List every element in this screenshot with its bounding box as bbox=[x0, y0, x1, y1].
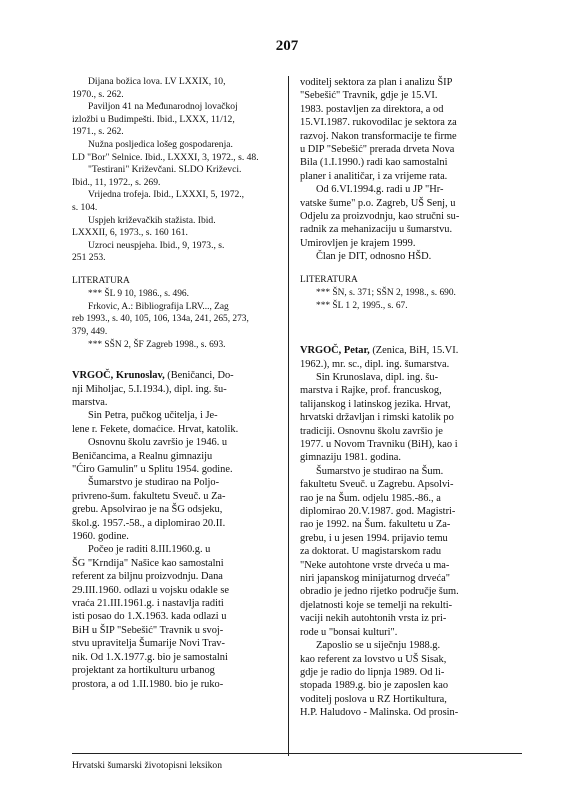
text-line: "Testirani" Križevčani. SLDO Križevci. bbox=[88, 164, 242, 176]
text-line: Uspjeh križevačkih stažista. Ibid. bbox=[88, 214, 216, 226]
text-line: u DIP "Sebešić" prerada drveta Nova bbox=[300, 144, 455, 156]
text-line: 1977. u Novom Travniku (BiH), kao i bbox=[300, 439, 458, 451]
text-line: 379, 449. bbox=[72, 326, 108, 337]
text-line: grebu, i u jesen 1994. prijavio temu bbox=[300, 532, 448, 544]
column-divider bbox=[288, 76, 289, 756]
text-line: Umirovljen je krajem 1999. bbox=[300, 237, 416, 249]
text-line: stvu upravitelja Šumarije Novi Trav- bbox=[72, 638, 225, 650]
text-line: vaciji nekih autohtonih vrsta iz pri- bbox=[300, 613, 447, 625]
text-line: 1970., s. 262. bbox=[72, 88, 124, 100]
text-line: s. 104. bbox=[72, 201, 98, 213]
text-line: *** ŠL 9 10, 1986., s. 496. bbox=[88, 289, 189, 300]
text-line: Odjelu za proizvodnju, kao stručni su- bbox=[300, 211, 460, 223]
text-line: Od 6.VI.1994.g. radi u JP "Hr- bbox=[316, 184, 444, 196]
text-line: rao je 1992. na Šum. fakultetu u Za- bbox=[300, 519, 451, 531]
text-line: Zaposlio se u siječnju 1988.g. bbox=[316, 640, 441, 652]
biography-continuation bbox=[300, 76, 522, 264]
text-line: Frkovic, A.: Bibliografija LRV..., Zag bbox=[88, 301, 229, 312]
text-line: VRGOČ, Petar, (Zenica, BiH, 15.VI. bbox=[300, 345, 459, 357]
text-line: rao je na Šum. odjelu 1985.-86., a bbox=[300, 492, 441, 504]
text-line: radnik za mehanizaciju u šumarstvu. bbox=[300, 224, 453, 236]
text-line: prostora, a od 1.II.1980. bio je ruko- bbox=[72, 678, 224, 690]
text-line: stopada 1989.g. bio je zaposlen kao bbox=[300, 680, 449, 692]
text-line: Ibid., 11, 1972., s. 269. bbox=[72, 176, 161, 188]
text-line: Paviljon 41 na Međunarodnoj lovačkoj bbox=[88, 101, 238, 113]
text-line: diplomirao 20.V.1987. god. Magistri- bbox=[300, 506, 456, 518]
works-list bbox=[72, 76, 294, 265]
text-line: 1971., s. 262. bbox=[72, 126, 124, 138]
literature-heading: LITERATURA bbox=[300, 274, 358, 285]
text-line: *** ŠL 1 2, 1995., s. 67. bbox=[316, 300, 408, 311]
text-line: 1962.), mr. sc., dipl. ing. šumarstva. bbox=[300, 358, 450, 370]
text-line: Član je DIT, odnosno HŠD. bbox=[316, 251, 432, 263]
text-line: voditelj poslova u RZ Hortikultura, bbox=[300, 693, 447, 705]
text-line: BiH u ŠIP "Sebešić" Travnik u svoj- bbox=[72, 624, 224, 636]
literature-heading: LITERATURA bbox=[72, 275, 130, 286]
text-line: tradiciji. Osnovnu školu završio je bbox=[300, 425, 443, 437]
text-line: Sin Krunoslava, dipl. ing. šu- bbox=[316, 371, 439, 383]
text-line: *** ŠN, s. 371; SŠN 2, 1998., s. 690. bbox=[316, 287, 456, 298]
text-line: rode u "bonsai kulturi". bbox=[300, 626, 398, 638]
text-line: isti posao do 1.X.1963. kada odlazi u bbox=[72, 611, 227, 623]
text-line: razvoj. Nakon transformacije te firme bbox=[300, 130, 457, 142]
text-line: niri japanskog minijaturnog drveća" bbox=[300, 573, 450, 585]
text-line: Uzroci neuspjeha. Ibid., 9, 1973., s. bbox=[88, 239, 225, 251]
entry-headword: VRGOČ, Krunoslav, bbox=[72, 370, 165, 382]
text-line: H.P. Haludovo - Malinska. Od prosin- bbox=[300, 707, 459, 719]
text-line: vraća 21.III.1961.g. i nastavlja raditi bbox=[72, 598, 224, 610]
text-line: nji Miholjac, 5.I.1934.), dipl. ing. šu- bbox=[72, 383, 227, 395]
text-line: Bila (1.I.1990.) radi kao samostalni bbox=[300, 157, 448, 169]
literature-list bbox=[300, 287, 522, 312]
text-line: hrvatski državljan i rimski katolik po bbox=[300, 412, 454, 424]
text-line: Vrijedna trofeja. Ibid., LXXXI, 5, 1972., bbox=[88, 189, 245, 201]
text-line: marstva. bbox=[72, 396, 108, 408]
text-line: Počeo je raditi 8.III.1960.g. u bbox=[88, 544, 211, 556]
text-line: lene r. Fekete, domaćice. Hrvat, katolik. bbox=[72, 423, 239, 435]
text-line: LD "Bor" Selnice. Ibid., LXXXI, 3, 1972., s. 48. bbox=[72, 151, 259, 163]
page-number: 207 bbox=[275, 38, 299, 54]
text-line: referent za biljnu proizvodnju. Dana bbox=[72, 571, 223, 583]
text-line: vatske šume" p.o. Zagreb, UŠ Senj, u bbox=[300, 197, 456, 209]
text-line: Sin Petra, pučkog učitelja, i Je- bbox=[88, 410, 218, 422]
entry-headword: VRGOČ, Petar, bbox=[300, 345, 370, 357]
text-line: Nužna posljedica lošeg gospodarenja. bbox=[88, 138, 233, 150]
footer-title: Hrvatski šumarski životopisni leksikon bbox=[72, 760, 223, 771]
text-line: gimnaziju 1981. godina. bbox=[300, 452, 402, 464]
text-line: 251 253. bbox=[72, 252, 106, 264]
text-line: "Ćiro Gamulin" u Splitu 1954. godine. bbox=[72, 464, 233, 476]
text-line: reb 1993., s. 40, 105, 106, 134a, 241, 265, 273, bbox=[72, 314, 249, 325]
text-line: VRGOČ, Krunoslav, (Beničanci, Do- bbox=[72, 370, 234, 382]
text-line: ŠG "Krndija" Našice kao samostalni bbox=[72, 557, 224, 569]
text-line: privreno-šum. fakultetu Sveuč. u Za- bbox=[72, 490, 226, 502]
text-line: škol.g. 1957.-58., a diplomirao 20.II. bbox=[72, 517, 226, 529]
left-column bbox=[72, 76, 294, 691]
footer-rule bbox=[72, 753, 522, 754]
text-line: nik. Od 1.X.1977.g. bio je samostalni bbox=[72, 651, 228, 663]
text-line: grebu. Apsolvirao je na ŠG odsjeku, bbox=[72, 504, 223, 516]
biography-entry bbox=[300, 344, 522, 719]
text-line: 15.VI.1987. rukovodilac je sektora za bbox=[300, 117, 457, 129]
text-line: voditelj sektora za plan i analizu ŠIP bbox=[300, 77, 453, 88]
text-line: izložbi u Budimpešti. Ibid., LXXX, 11/12, bbox=[72, 113, 235, 125]
biography-entry bbox=[72, 369, 294, 691]
literature-list bbox=[72, 288, 294, 351]
text-line: fakultetu Sveuč. u Zagrebu. Apsolvi- bbox=[300, 479, 454, 491]
text-line: marstva i Rajke, prof. francuskog, bbox=[300, 385, 442, 397]
text-line: Osnovnu školu završio je 1946. u bbox=[88, 437, 228, 449]
text-line: planer i analitičar, i za vrijeme rata. bbox=[300, 170, 448, 182]
text-line: kao referent za lovstvo u UŠ Sisak, bbox=[300, 653, 447, 665]
text-line: "Neke autohtone vrste drveća u ma- bbox=[300, 559, 450, 571]
text-line: obradio je jedno rijetko područje šum. bbox=[300, 586, 459, 598]
text-line: Dijana božica lova. LV LXXIX, 10, bbox=[88, 76, 226, 87]
text-line: LXXXII, 6, 1973., s. 160 161. bbox=[72, 227, 188, 239]
text-line: "Sebešić" Travnik, gdje je 15.VI. bbox=[300, 90, 438, 102]
text-line: Šumarstvo je studirao na Poljo- bbox=[88, 477, 220, 489]
text-line: gdje je radio do lipnja 1989. Od li- bbox=[300, 666, 445, 678]
text-line: 1960. godine. bbox=[72, 531, 129, 543]
text-line: 29.III.1960. odlazi u vojsku odakle se bbox=[72, 584, 229, 596]
text-line: djelatnosti koje se temelji na rekulti- bbox=[300, 599, 453, 611]
text-line: Beničancima, a Realnu gimnaziju bbox=[72, 450, 213, 462]
text-line: talijanskog i latinskog jezika. Hrvat, bbox=[300, 398, 451, 410]
text-line: Šumarstvo je studirao na Šum. bbox=[316, 465, 444, 477]
text-line: 1983. postavljen za direktora, a od bbox=[300, 103, 444, 115]
text-line: *** SŠN 2, ŠF Zagreb 1998., s. 693. bbox=[88, 339, 226, 350]
text-line: projektant za hortikulturu urbanog bbox=[72, 665, 215, 677]
text-line: za doktorat. U magistarskom radu bbox=[300, 546, 442, 558]
right-column bbox=[300, 76, 522, 720]
